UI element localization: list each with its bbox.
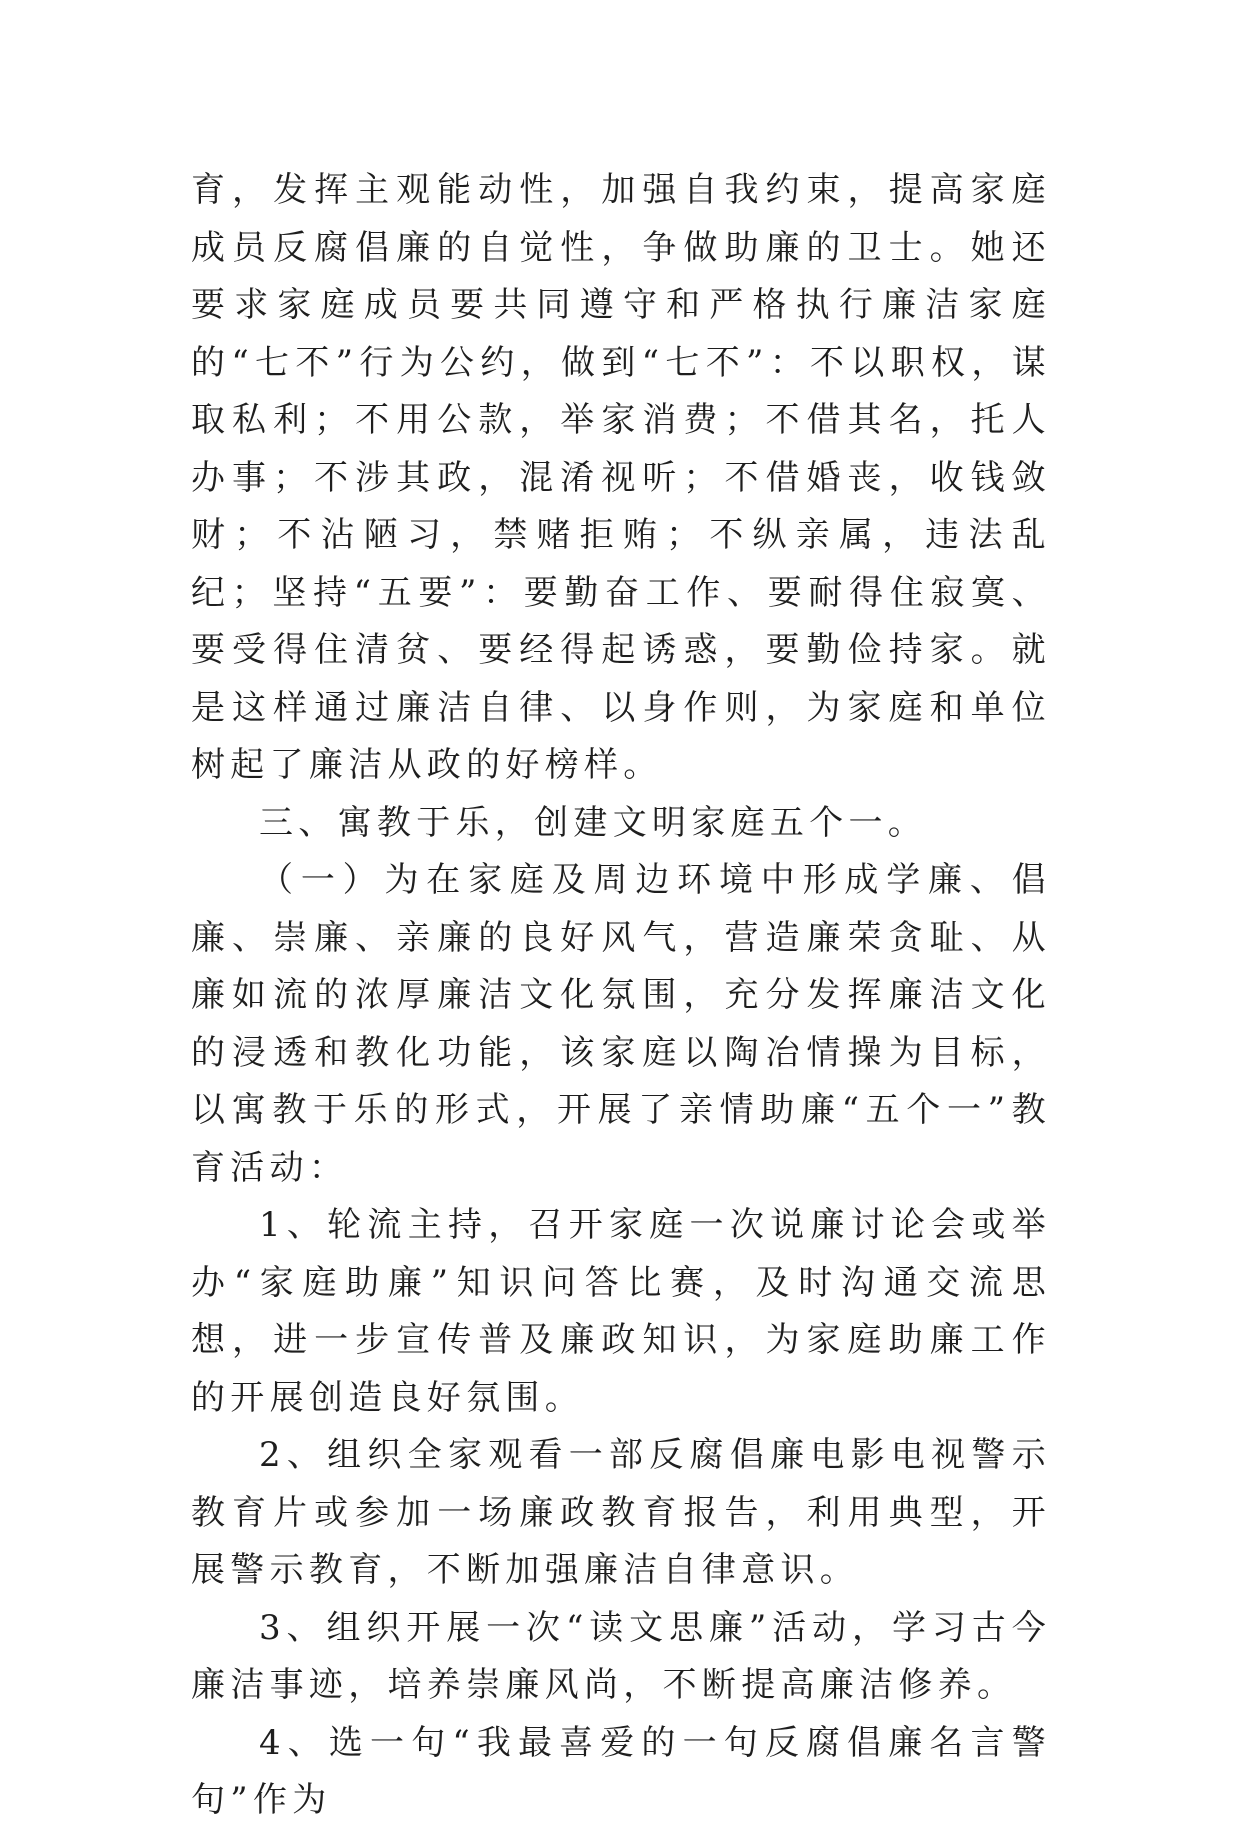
- section-heading-three: 三、寓教于乐，创建文明家庭五个一。: [259, 802, 928, 843]
- document-body: [191, 162, 1051, 1830]
- list-item-4: 4、选一句“我最喜爱的一句反腐倡廉名言警句”作为: [191, 1722, 1051, 1820]
- list-item-3: 3、组织开展一次“读文思廉”活动，学习古今廉洁事迹，培养崇廉风尚，不断提高廉洁修养。: [191, 1607, 1051, 1705]
- list-item-1: 1、轮流主持，召开家庭一次说廉讨论会或举办“家庭助廉”知识问答比赛，及时沟通交流思想，进一步宣传普及廉政知识，为家庭助廉工作的开展创造良好氛围。: [191, 1205, 1051, 1418]
- list-item-2: 2、组织全家观看一部反腐倡廉电影电视警示教育片或参加一场廉政教育报告，利用典型，开展警示教育，不断加强廉洁自律意识。: [191, 1435, 1051, 1590]
- paragraph-continued: 育，发挥主观能动性，加强自我约束，提高家庭成员反腐倡廉的自觉性，争做助廉的卫士。她还要求家庭成员要共同遵守和严格执行廉洁家庭的“七不”行为公约，做到“七不”：不以职权，谋取私利；不用公款，举家消费；不借其名，托人办事；不涉其政，混淆视听；不借婚丧，收钱敛财；不沾陋习，禁赌拒贿；不纵亲属，违法乱纪；坚持“五要”：要勤奋工作、要耐得住寂寞、要受得住清贫、要经得起诱惑，要勤俭持家。就是这样通过廉洁自律、以身作则，为家庭和单位树起了廉洁从政的好榜样。: [191, 170, 1051, 785]
- paragraph-subsection-one: （一）为在家庭及周边环境中形成学廉、倡廉、崇廉、亲廉的良好风气，营造廉荣贪耻、从廉如流的浓厚廉洁文化氛围，充分发挥廉洁文化的浸透和教化功能，该家庭以陶冶情操为目标，以寓教于乐的形式，开展了亲情助廉“五个一”教育活动：: [191, 860, 1051, 1188]
